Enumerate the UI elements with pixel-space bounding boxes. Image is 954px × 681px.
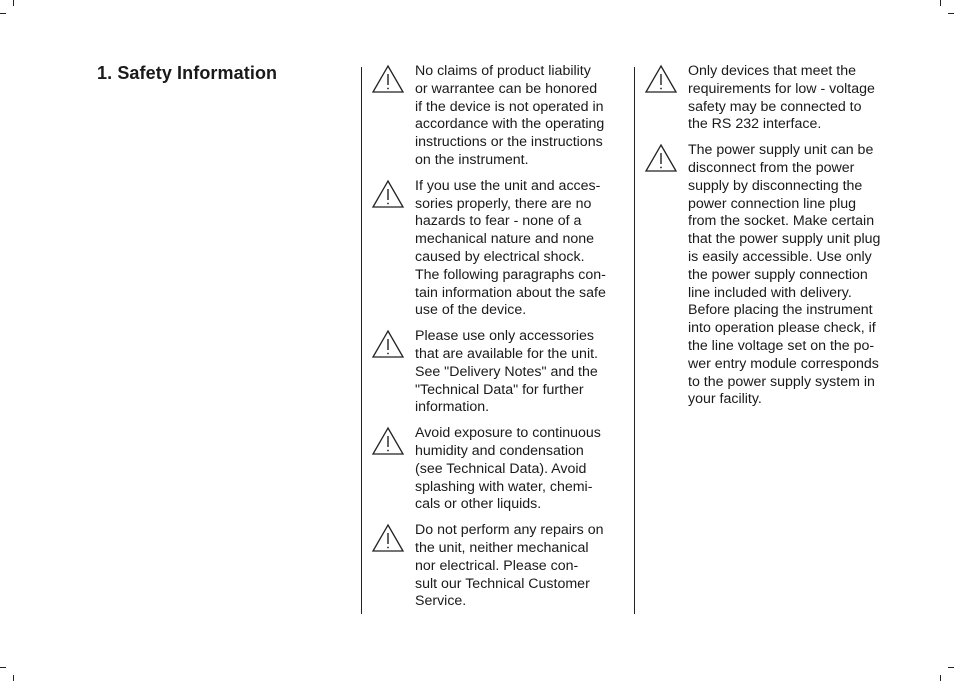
safety-notice xyxy=(361,178,631,320)
safety-notice xyxy=(634,63,904,134)
safety-notice-text: Please use only accessories that are available for the unit. See "Delivery Notes" and the "Technical Data" for further information. xyxy=(415,328,598,416)
crop-mark-bottom-right-v xyxy=(940,675,941,681)
warning-triangle-icon xyxy=(371,426,405,456)
crop-mark-top-right-h xyxy=(948,13,954,14)
crop-mark-top-left-h xyxy=(0,13,6,14)
safety-notice xyxy=(361,522,631,611)
crop-mark-bottom-left-h xyxy=(0,667,6,668)
warning-triangle-icon xyxy=(371,329,405,359)
column-right xyxy=(634,63,904,417)
safety-notice-text: If you use the unit and acces- sories properly, there are no hazards to fear - none of a mechanical nature and none caused by electrical shock. The following paragraphs con- tain information about the safe use of the device. xyxy=(415,177,606,319)
safety-notice-text: Only devices that meet the requirements for low - voltage safety may be connected to the RS 232 interface. xyxy=(688,63,875,133)
safety-notice xyxy=(361,63,631,170)
crop-mark-bottom-left-v xyxy=(13,675,14,681)
crop-mark-top-left-v xyxy=(13,0,14,6)
safety-notice xyxy=(634,142,904,409)
warning-triangle-icon xyxy=(371,64,405,94)
safety-notice xyxy=(361,328,631,417)
crop-mark-top-right-v xyxy=(940,0,941,6)
safety-notice xyxy=(361,425,631,514)
safety-notice-text: Do not perform any repairs on the unit, neither mechanical nor electrical. Please con- sult our Technical Customer Service. xyxy=(415,522,604,610)
crop-mark-bottom-right-h xyxy=(948,667,954,668)
warning-triangle-icon xyxy=(371,179,405,209)
warning-triangle-icon xyxy=(644,143,678,173)
safety-notice-text: No claims of product liability or warrantee can be honored if the device is not operated in accordance with the operating instructions or the instructions on the instrument. xyxy=(415,63,605,168)
warning-triangle-icon xyxy=(644,64,678,94)
safety-notice-text: The power supply unit can be disconnect from the power supply by disconnecting the power connection line plug from the socket. Make certain that the power supply unit plug is easily accessible. Use only the power supply connection line included with delivery. Before placing the instrument into operation please check, if the line voltage set on the po- wer entry module corresponds to the power supply system in your facility. xyxy=(688,142,881,408)
page-title: 1. Safety Information xyxy=(97,63,278,83)
safety-notice-text: Avoid exposure to continuous humidity and condensation (see Technical Data). Avoid splashing with water, chemi- cals or other liquids. xyxy=(415,425,601,513)
column-middle xyxy=(361,63,631,619)
warning-triangle-icon xyxy=(371,523,405,553)
